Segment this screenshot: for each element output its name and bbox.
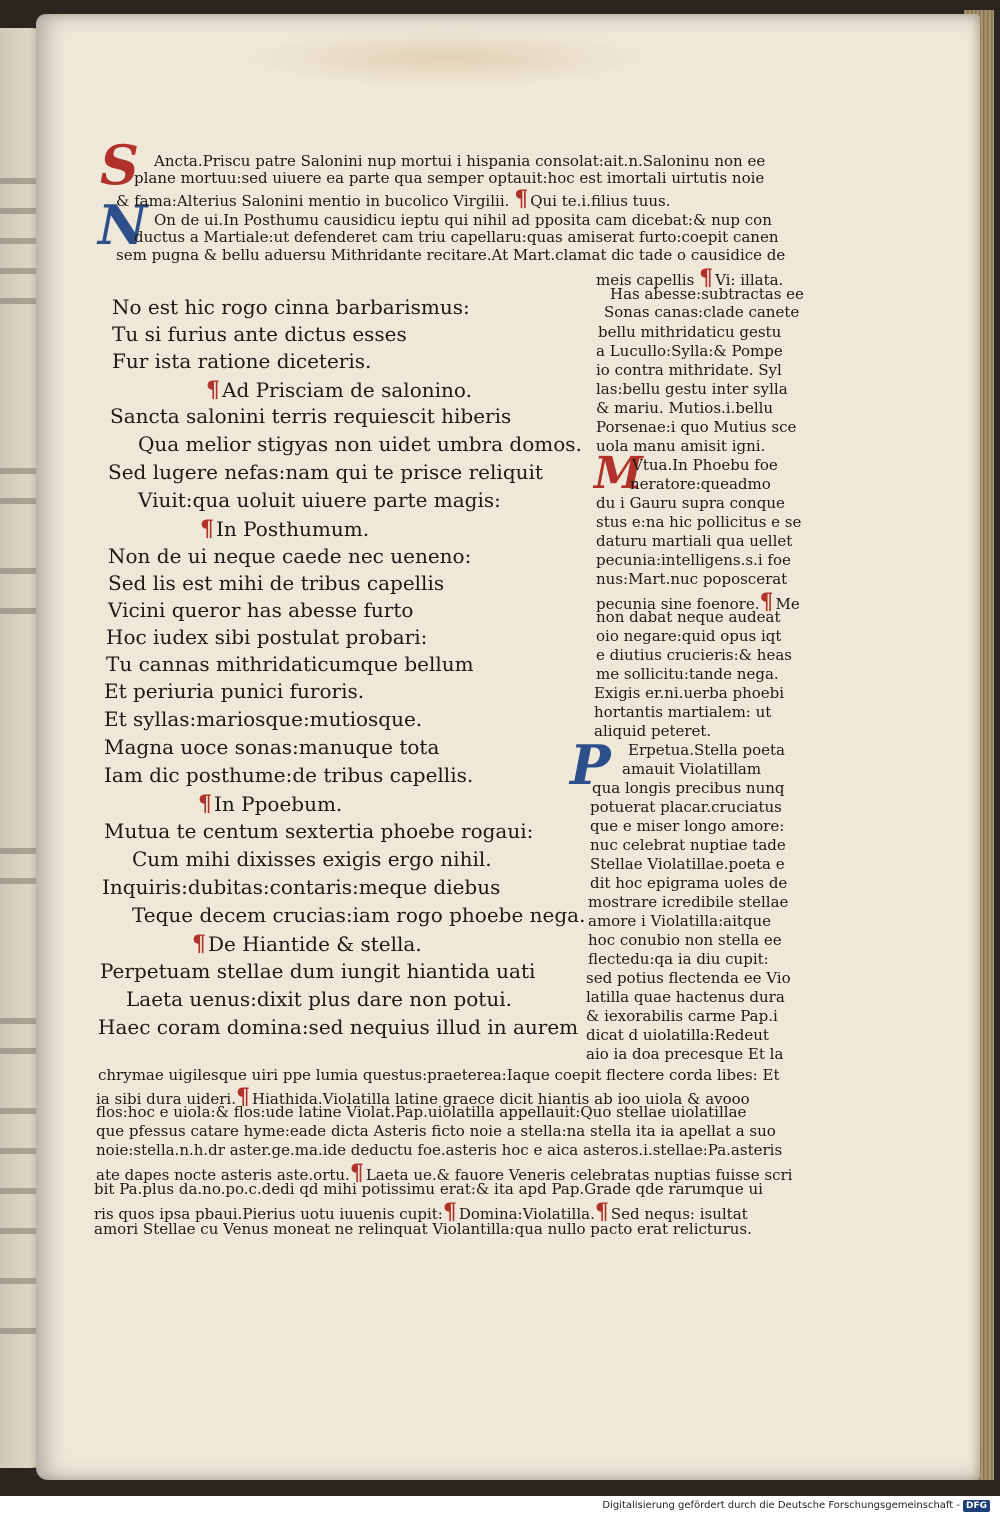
commentary-line: neratore:queadmo: [630, 475, 771, 493]
paragraph-mark: ¶: [236, 1084, 250, 1110]
commentary-line: me sollicitu:tande nega.: [596, 665, 779, 683]
paragraph-mark: ¶: [349, 1160, 364, 1186]
commentary-line: amori Stellae cu Venus moneat ne relinquat Violantilla:qua nullo pacto erat relicturus.: [94, 1220, 752, 1238]
verse-line: Et periuria punici furoris.: [104, 679, 365, 703]
commentary-line: hortantis martialem: ut: [594, 703, 772, 721]
verse-line: No est hic rogo cinna barbarismus:: [112, 295, 470, 319]
initial-s-red: S: [100, 133, 139, 197]
commentary-line: e diutius crucieris:& heas: [596, 646, 792, 664]
commentary-line: io contra mithridate. Syl: [596, 361, 782, 379]
verse-line: Laeta uenus:dixit plus dare non potui.: [126, 987, 512, 1011]
commentary-line: que pfessus catare hyme:eade dicta Asteris ficto noie a stella:na stella ita ia apellat a suo: [96, 1122, 776, 1140]
verse-line: Sancta salonini terris requiescit hiberis: [110, 404, 512, 428]
verse-line: Hoc iudex sibi postulat probari:: [106, 625, 428, 649]
commentary-line: Ancta.Priscu patre Salonini nup mortui i hispania consolat:ait.n.Saloninu non ee: [154, 152, 766, 170]
commentary-line: pecunia sine foenore.¶ Me: [596, 589, 800, 615]
commentary-line: Exigis er.ni.uerba phoebi: [594, 684, 785, 702]
verse-line: Teque decem crucias:iam rogo phoebe nega.: [132, 903, 586, 927]
commentary-line: Erpetua.Stella poeta: [628, 741, 785, 759]
commentary-line: ris quos ipsa pbaui.Pierius uotu iuuenis cupit:¶ Domina:Violatilla.¶ Sed nequs: isultat: [94, 1199, 748, 1225]
commentary-line: noie:stella.n.h.dr aster.ge.ma.ide deductu foe.asteris hoc e aica asteros.i.stellae:Pa.asteris: [96, 1141, 783, 1159]
commentary-line: aliquid peteret.: [594, 722, 712, 740]
commentary-line: amore i Violatilla:aitque: [588, 912, 772, 930]
commentary-line: non dabat neque audeat: [596, 608, 781, 626]
commentary-line: bit Pa.plus da.no.po.c.dedi qd mihi potissimu erat:& ita apd Pap.Grade qde rarumque ui: [94, 1180, 763, 1198]
commentary-line: sed potius flectenda ee Vio: [586, 969, 791, 987]
commentary-line: bellu mithridaticu gestu: [598, 323, 782, 341]
footer-text: Digitalisierung gefördert durch die Deutsche Forschungsgemeinschaft -: [602, 1500, 960, 1511]
commentary-line: stus e:na hic pollicitus e se: [596, 513, 802, 531]
verse-line: Qua melior stigyas non uidet umbra domos.: [138, 432, 582, 456]
commentary-line: flos:hoc e uiola:& flos:ude latine Violat.Pap.uiolatilla appellauit:Quo stellae uiolatillae: [96, 1103, 747, 1121]
paragraph-mark: ¶: [594, 1199, 609, 1225]
paragraph-mark: ¶: [514, 186, 529, 212]
commentary-line: meis capellis ¶ Vi: illata.: [596, 265, 784, 291]
commentary-line: Sonas canas:clade canete: [604, 303, 800, 321]
verse-heading: ¶ In Posthumum.: [200, 516, 370, 542]
commentary-line: las:bellu gestu inter sylla: [596, 380, 788, 398]
verse-line: Iam dic posthume:de tribus capellis.: [104, 763, 474, 787]
initial-n-blue: N: [98, 193, 148, 257]
paragraph-mark: ¶: [198, 791, 212, 817]
verse-heading: ¶ De Hiantide & stella.: [192, 931, 422, 957]
commentary-line: amauit Violatillam: [622, 760, 762, 778]
paragraph-mark: ¶: [699, 265, 714, 291]
commentary-line: que e miser longo amore:: [590, 817, 785, 835]
verse-line: Et syllas:mariosque:mutiosque.: [104, 707, 423, 731]
commentary-line: ductus a Martiale:ut defenderet cam triu capellaru:quas amiserat furto:coepit canen: [134, 228, 779, 246]
commentary-line: a Lucullo:Sylla:& Pompe: [596, 342, 783, 360]
verse-line: Haec coram domina:sed nequius illud in aurem: [98, 1015, 579, 1039]
verse-line: Tu si furius ante dictus esses: [112, 322, 407, 346]
dfg-logo: DFG: [963, 1500, 990, 1512]
commentary-line: Vtua.In Phoebu foe: [632, 456, 778, 474]
verse-heading: ¶ In Ppoebum.: [198, 791, 343, 817]
verse-line: Perpetuam stellae dum iungit hiantida uati: [100, 959, 536, 983]
verse-line: Non de ui neque caede nec ueneno:: [108, 544, 472, 568]
verse-line: Magna uoce sonas:manuque tota: [104, 735, 440, 759]
verse-line: Fur ista ratione diceteris.: [112, 349, 372, 373]
commentary-line: plane mortuu:sed uiuere ea parte qua semper optauit:hoc est imortali uirtutis noie: [134, 169, 765, 187]
verse-line: Inquiris:dubitas:contaris:meque diebus: [102, 875, 501, 899]
commentary-line: ate dapes nocte asteris aste.ortu.¶ Laeta ue.& fauore Veneris celebratas nuptias fuisse scri: [96, 1160, 793, 1186]
commentary-line: latilla quae hactenus dura: [586, 988, 785, 1006]
commentary-line: On de ui.In Posthumu causidicu ieptu qui nihil ad pposita cam dicebat:& nup con: [154, 211, 772, 229]
verse-line: Vicini queror has abesse furto: [108, 598, 414, 622]
commentary-line: uola manu amisit igni.: [596, 437, 766, 455]
paragraph-mark: ¶: [206, 377, 220, 403]
commentary-line: ia sibi dura uideri.¶ Hiathida.Violatilla latine graece dicit hiantis ab ioo uiola & avooo: [96, 1084, 750, 1110]
initial-m-red: M: [594, 448, 643, 499]
verse-line: Viuit:qua uoluit uiuere parte magis:: [138, 488, 501, 512]
commentary-line: Porsenae:i quo Mutius sce: [596, 418, 797, 436]
commentary-line: pecunia:intelligens.s.i foe: [596, 551, 791, 569]
commentary-line: potuerat placar.cruciatus: [590, 798, 782, 816]
paragraph-mark: ¶: [192, 931, 206, 957]
commentary-line: daturu martiali qua uellet: [596, 532, 793, 550]
paper-stain: [236, 28, 656, 88]
commentary-line: dit hoc epigrama uoles de: [590, 874, 788, 892]
verse-line: Sed lis est mihi de tribus capellis: [108, 571, 445, 595]
commentary-line: hoc conubio non stella ee: [588, 931, 782, 949]
paragraph-mark: ¶: [759, 589, 774, 615]
commentary-line: mostrare icredibile stellae: [588, 893, 789, 911]
verse-line: Cum mihi dixisses exigis ergo nihil.: [132, 847, 492, 871]
commentary-line: qua longis precibus nunq: [592, 779, 785, 797]
dfg-footer: [602, 1500, 990, 1512]
commentary-line: Stellae Violatillae.poeta e: [590, 855, 785, 873]
commentary-line: & iexorabilis carme Pap.i: [586, 1007, 778, 1025]
verse-line: Mutua te centum sextertia phoebe rogaui:: [104, 819, 534, 843]
commentary-line: aio ia doa precesque Et la: [586, 1045, 784, 1063]
paragraph-mark: ¶: [442, 1199, 457, 1225]
commentary-line: nuc celebrat nuptiae tade: [590, 836, 786, 854]
verse-line: Tu cannas mithridaticumque bellum: [106, 652, 474, 676]
commentary-line: & fama:Alterius Salonini mentio in bucolico Virgilii. ¶ Qui te.i.filius tuus.: [116, 186, 671, 212]
commentary-line: flectedu:qa ia diu cupit:: [588, 950, 769, 968]
paragraph-mark: ¶: [200, 516, 214, 542]
commentary-line: nus:Mart.nuc poposcerat: [596, 570, 788, 588]
commentary-line: dicat d uiolatilla:Redeut: [586, 1026, 769, 1044]
commentary-line: du i Gauru supra conque: [596, 494, 785, 512]
commentary-line: oio negare:quid opus iqt: [596, 627, 782, 645]
commentary-line: sem pugna & bellu aduersu Mithridante recitare.At Mart.clamat dic tade o causidice de: [116, 246, 786, 264]
initial-p-blue: P: [570, 733, 611, 797]
verse-line: Sed lugere nefas:nam qui te prisce reliquit: [108, 460, 543, 484]
commentary-line: chrymae uigilesque uiri ppe lumia questus:praeterea:Iaque coepit flectere corda libes: Et: [98, 1066, 780, 1084]
commentary-line: & mariu. Mutios.i.bellu: [596, 399, 774, 417]
commentary-line: Has abesse:subtractas ee: [610, 285, 804, 303]
verse-heading: ¶ Ad Prisciam de salonino.: [206, 377, 472, 403]
